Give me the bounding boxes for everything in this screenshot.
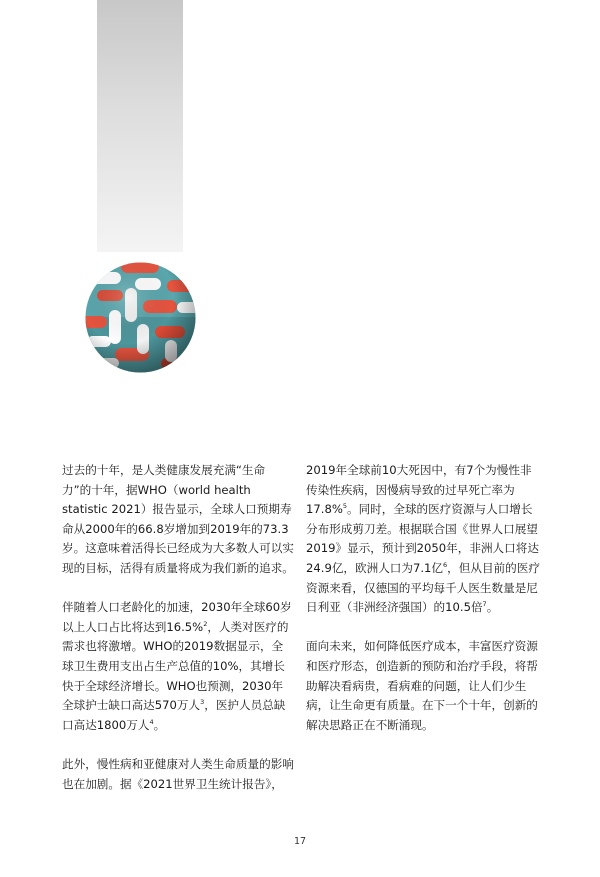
text-fragment: ，但从目前的医疗资源来看，仅德国的平均每千人医生数量是尼日利亚（非洲经济强国）的10.5倍 xyxy=(306,560,540,615)
paragraph-aging-population xyxy=(62,598,294,735)
text-fragment: 伴随着人口老龄化的加速，2030年全球60岁以上人口占比将达到16.5% xyxy=(62,600,292,634)
right-text-column xyxy=(306,461,540,755)
text-fragment: ，医护人员总缺口高达1800万人 xyxy=(62,698,286,732)
footnote-ref: 4 xyxy=(149,717,154,726)
footnote-ref: 5 xyxy=(342,502,347,511)
paragraph-chronic-disease: 此外，慢性病和亚健康对人类生命质量的影响也在加剧。据《2021世界卫生统计报告》， xyxy=(62,756,294,791)
text-fragment: ，人类对医疗的需求也将激增。WHO的2019数据显示，全球卫生费用支出占生产总值的10%，其增长快于全球经济增长。WHO也预测，2030年全球护士缺口高达570万人 xyxy=(62,619,289,713)
footnote-ref: 6 xyxy=(443,561,448,570)
footnote-ref: 7 xyxy=(482,600,487,609)
text-fragment: 。 xyxy=(486,600,499,615)
paragraph-life-expectancy: 过去的十年，是人类健康发展充满“生命力”的十年，据WHO（world health statistic 2021）报告显示，全球人口预期寿命从2000年的66.8岁增加到2019年的73.3岁。这意味着活得长已经成为大多数人可以实现的目标，活得有质量将成为我们新的追求。 xyxy=(62,463,294,575)
decorative-pill-sphere-graphic xyxy=(85,262,196,373)
page-number: 17 xyxy=(293,836,307,847)
text-fragment: 2019年全球前10大死因中，有7个为慢性非传染性疾病，因慢病导致的过早死亡率为17.8% xyxy=(306,463,532,517)
text-fragment: 。同时，全球的医疗资源与人口增长分布形成剪刀差。根据联合国《世界人口展望 2019》显示，预计到2050年，非洲人口将达24.9亿，欧洲人口为7.1亿 xyxy=(306,502,539,575)
paragraph-future-outlook: 面向未来，如何降低医疗成本，丰富医疗资源和医疗形态，创造新的预防和治疗手段，将帮助解决看病贵，看病难的问题，让人们少生病，让生命更有质量。在下一个十年，创新的解决思路正在不断涌现。 xyxy=(306,639,538,732)
paragraph-causes-of-death xyxy=(306,461,540,618)
text-fragment: 。 xyxy=(153,717,166,732)
left-text-column xyxy=(62,461,294,814)
footnote-ref: 3 xyxy=(200,698,205,707)
footnote-ref: 2 xyxy=(203,619,208,628)
decorative-gray-bar xyxy=(97,0,183,252)
